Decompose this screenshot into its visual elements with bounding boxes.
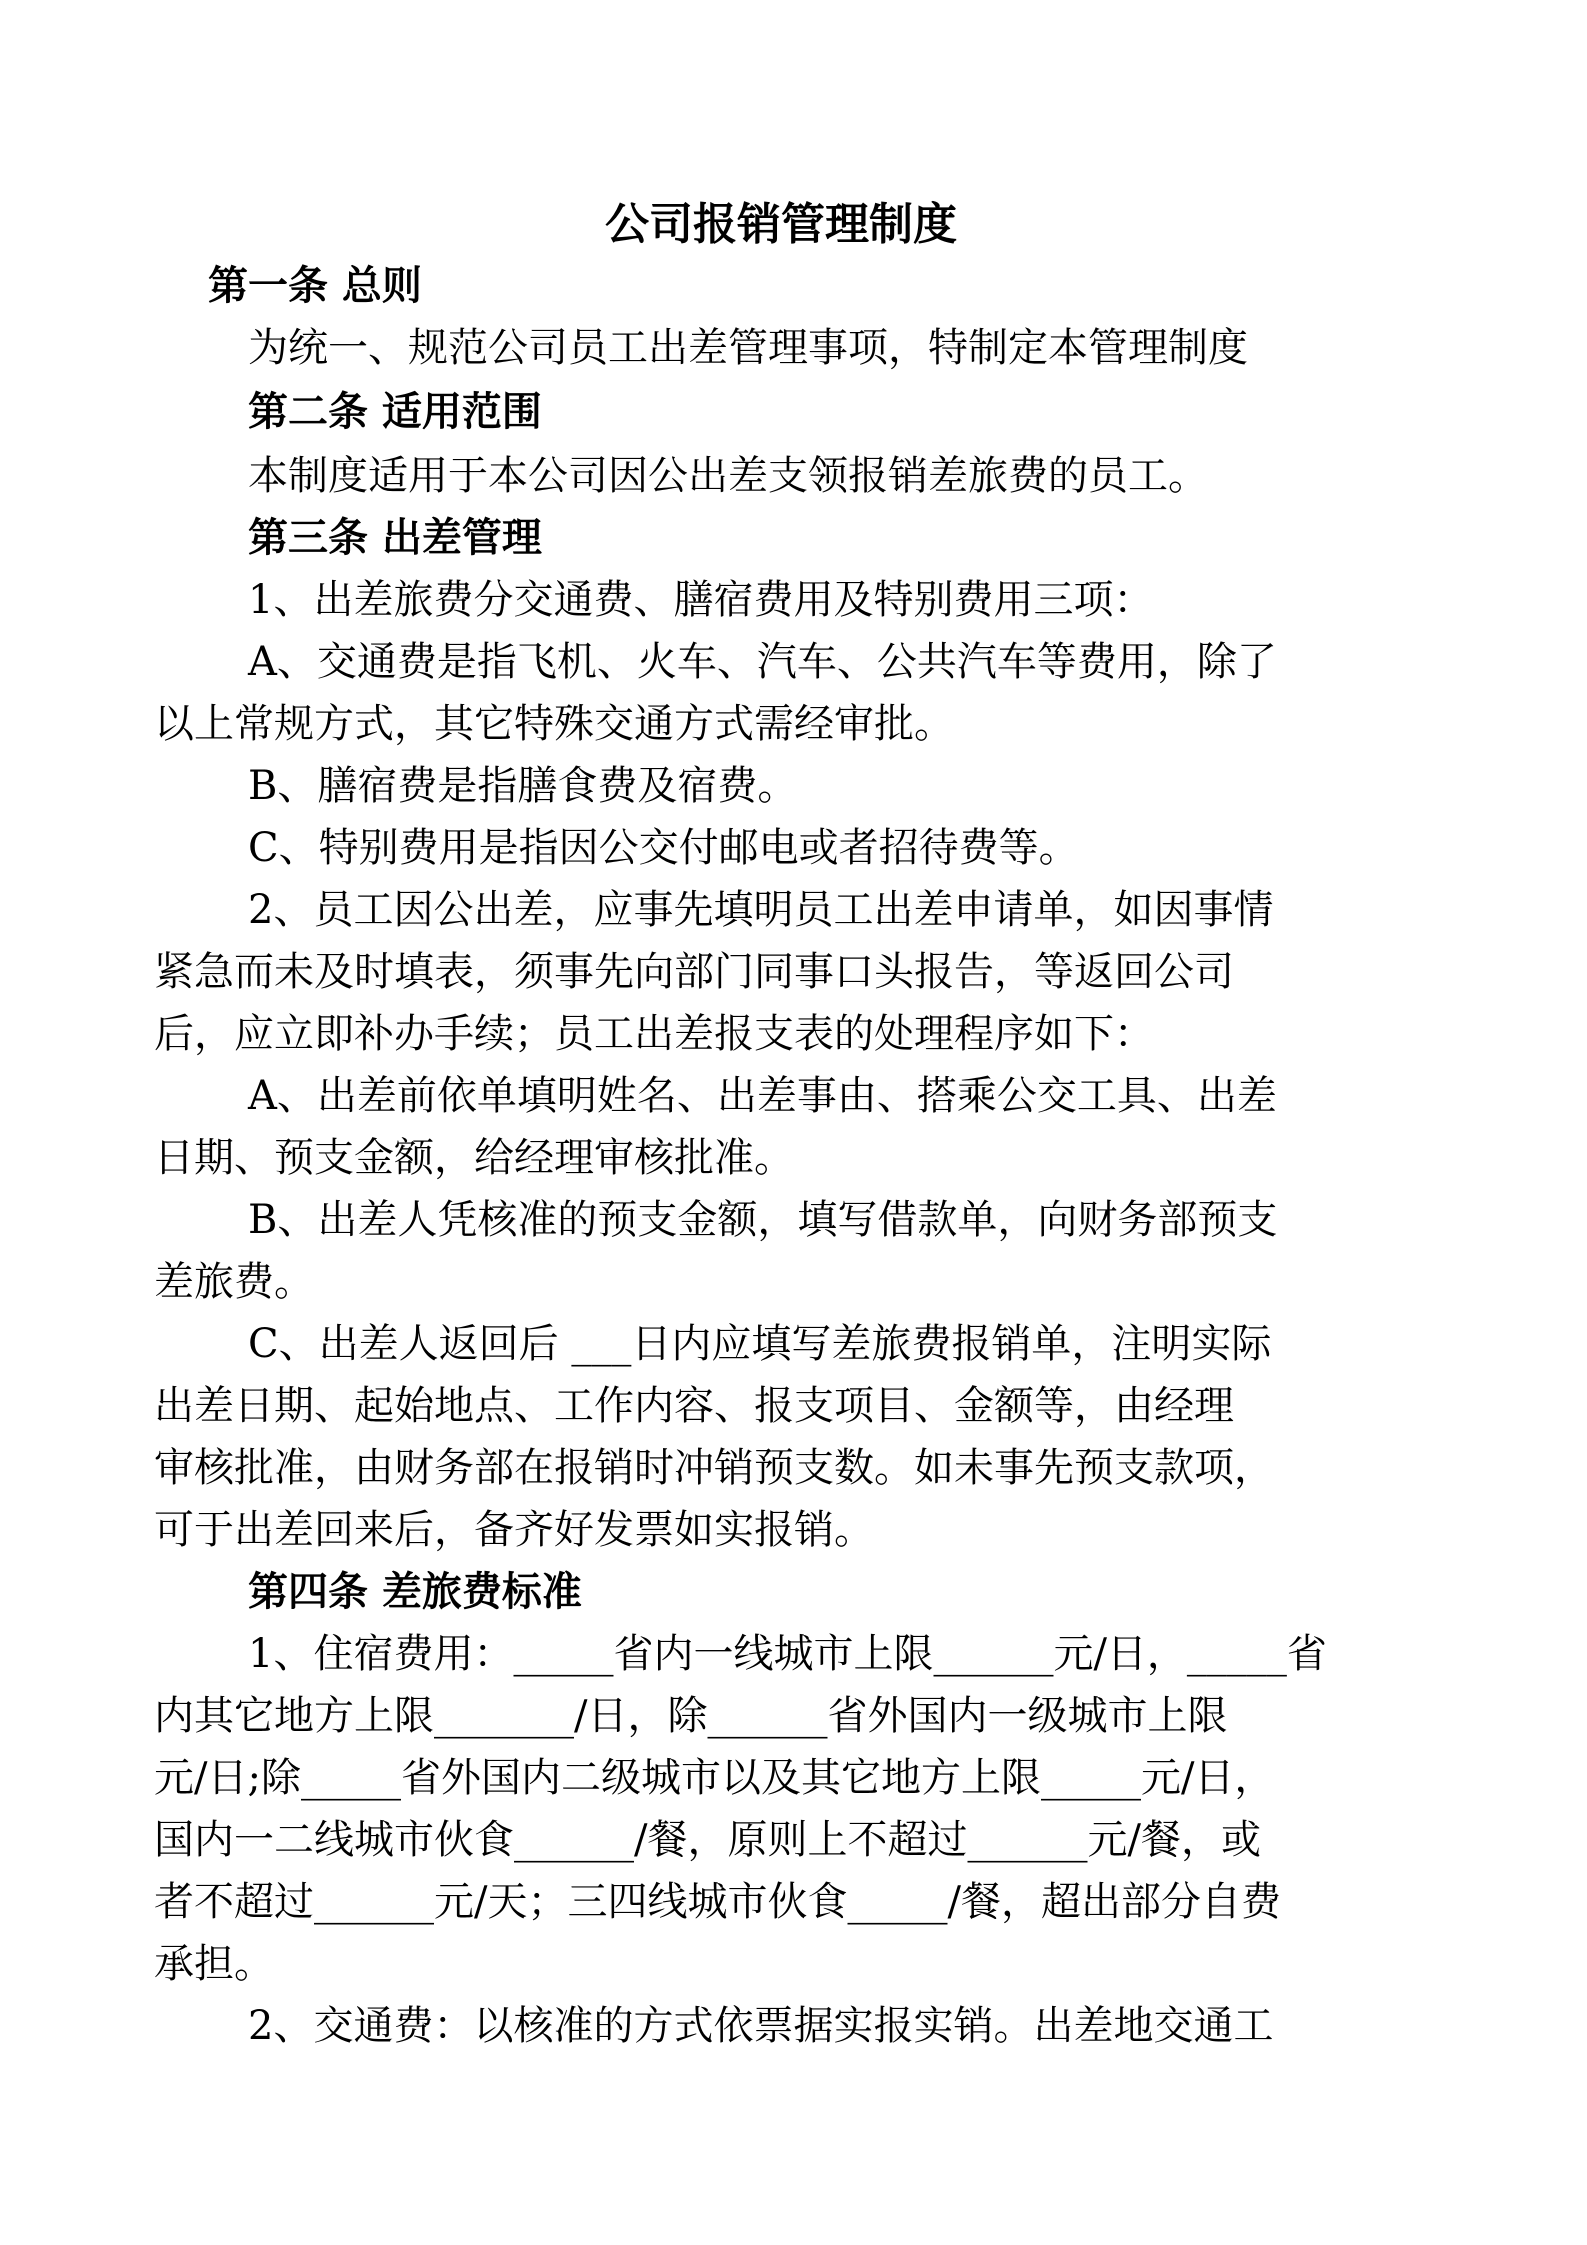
paragraph-line: 为统一、规范公司员工出差管理事项，特制定本管理制度: [248, 325, 1248, 371]
paragraph-line: A、交通费是指飞机、火车、汽车、公共汽车等费用，除了: [248, 639, 1277, 685]
paragraph-line: 以上常规方式，其它特殊交通方式需经审批。: [154, 701, 954, 747]
paragraph-line: 差旅费。: [154, 1259, 314, 1305]
paragraph-line: 国内一二线城市伙食______/餐，原则上不超过______元/餐，或: [154, 1817, 1261, 1863]
paragraph-line: 日期、预支金额，给经理审核批准。: [154, 1135, 794, 1181]
paragraph-line: B、膳宿费是指膳食费及宿费。: [248, 763, 798, 809]
paragraph-line: 审核批准，由财务部在报销时冲销预支数。如未事先预支款项，: [154, 1445, 1274, 1491]
paragraph-line: 1、住宿费用：_____省内一线城市上限______元/日，_____省: [248, 1631, 1327, 1677]
section-heading-2: 第二条 适用范围: [248, 388, 542, 435]
paragraph-line: 1、出差旅费分交通费、膳宿费用及特别费用三项：: [248, 577, 1154, 623]
paragraph-line: 2、员工因公出差，应事先填明员工出差申请单，如因事情: [248, 887, 1274, 933]
paragraph-line: C、特别费用是指因公交付邮电或者招待费等。: [248, 825, 1079, 871]
paragraph-line: C、出差人返回后 ___日内应填写差旅费报销单，注明实际: [248, 1321, 1272, 1367]
paragraph-line: A、出差前依单填明姓名、出差事由、搭乘公交工具、出差: [248, 1073, 1277, 1119]
paragraph-line: 元/日;除_____省外国内二级城市以及其它地方上限_____元/日，: [154, 1755, 1275, 1801]
paragraph-line: 承担。: [154, 1941, 274, 1987]
paragraph-line: 2、交通费：以核准的方式依票据实报实销。出差地交通工: [248, 2003, 1274, 2049]
section-heading-3: 第三条 出差管理: [248, 514, 542, 561]
paragraph-line: 紧急而未及时填表，须事先向部门同事口头报告，等返回公司: [154, 949, 1234, 995]
paragraph-line: 可于出差回来后，备齐好发票如实报销。: [154, 1507, 874, 1553]
paragraph-line: B、出差人凭核准的预支金额，填写借款单，向财务部预支: [248, 1197, 1278, 1243]
paragraph-line: 后，应立即补办手续；员工出差报支表的处理程序如下：: [154, 1011, 1154, 1057]
paragraph-line: 出差日期、起始地点、工作内容、报支项目、金额等，由经理: [154, 1383, 1234, 1429]
section-heading-4: 第四条 差旅费标准: [248, 1568, 582, 1615]
paragraph-line: 本制度适用于本公司因公出差支领报销差旅费的员工。: [248, 453, 1208, 499]
paragraph-line: 者不超过______元/天；三四线城市伙食_____/餐，超出部分自费: [154, 1879, 1281, 1925]
document-title: 公司报销管理制度: [605, 199, 957, 250]
paragraph-line: 内其它地方上限_______/日，除______省外国内一级城市上限: [154, 1693, 1228, 1739]
section-heading-1: 第一条 总则: [208, 262, 422, 309]
